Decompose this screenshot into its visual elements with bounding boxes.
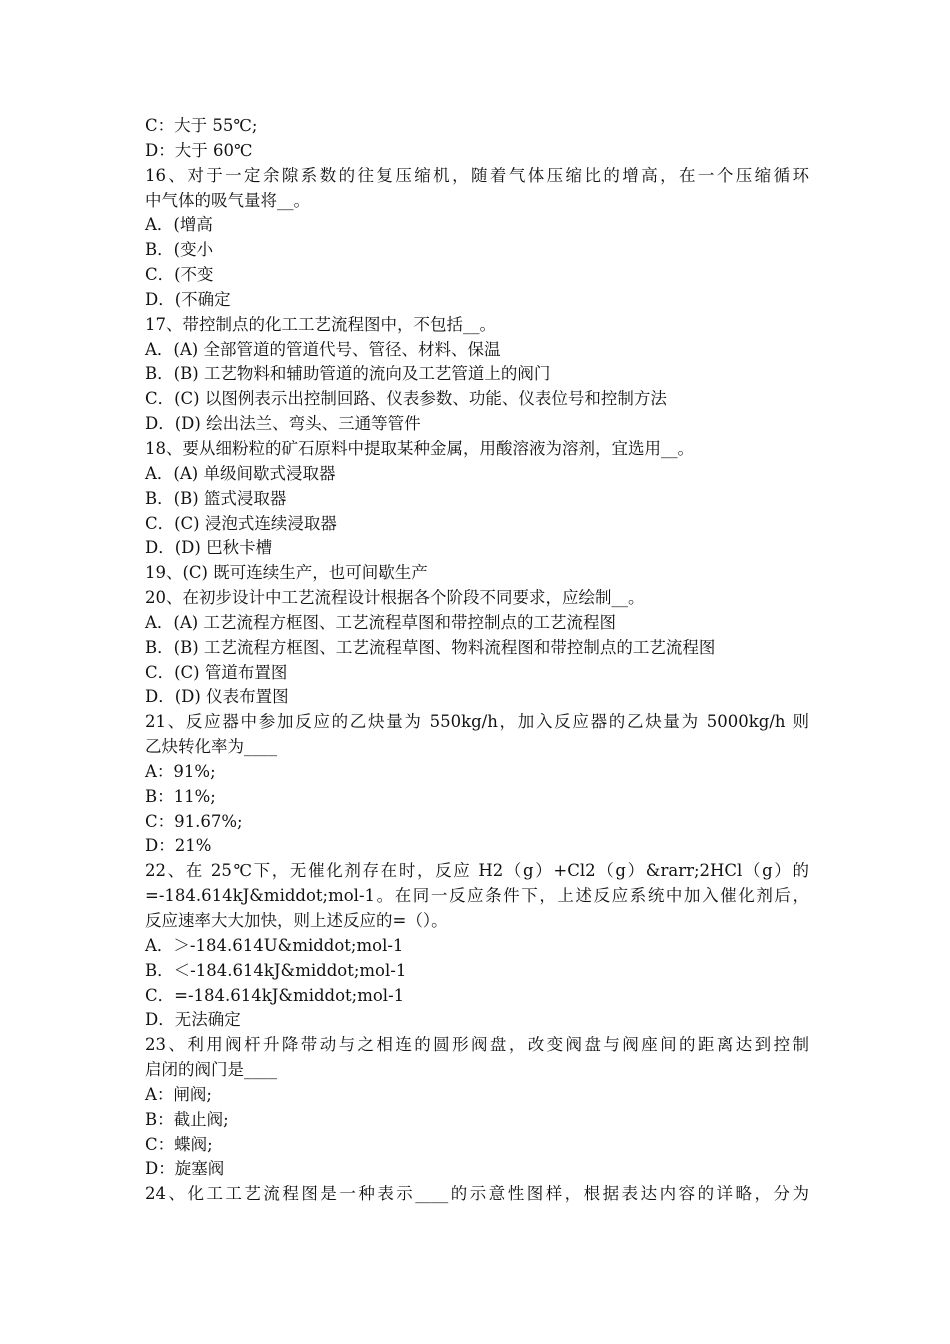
- text-line: 启闭的阀门是____: [145, 1060, 277, 1080]
- text-line: =-184.614kJ&middot;mol-1。在同一反应条件下，上述反应系统中加入催化剂后，: [145, 886, 809, 906]
- option-c: C．(C) 管道布置图: [145, 662, 288, 682]
- option-b: B．(B) 工艺物料和辅助管道的流向及工艺管道上的阀门: [145, 364, 551, 384]
- question-17: 17、带控制点的化工工艺流程图中，不包括__。: [145, 314, 496, 334]
- option-c: C．(不变: [145, 265, 214, 285]
- question-23: 23、利用阀杆升降带动与之相连的圆形阀盘，改变阀盘与阀座间的距离达到控制: [145, 1035, 809, 1055]
- option-d: D．无法确定: [145, 1010, 241, 1030]
- text-line: C：大于 55℃;: [145, 116, 258, 135]
- question-16: 16、对于一定余隙系数的往复压缩机，随着气体压缩比的增高，在一个压缩循环: [145, 165, 809, 185]
- question-22: 22、在 25℃下，无催化剂存在时，反应 H2（g）+Cl2（g）&rarr;2HCl（g）的: [145, 861, 809, 881]
- option-b: B．＜-184.614kJ&middot;mol-1: [145, 960, 407, 980]
- option-a: A：91%;: [145, 761, 216, 781]
- question-24: 24、化工工艺流程图是一种表示____的示意性图样，根据表达内容的详略，分为: [145, 1184, 809, 1204]
- text-line: 乙炔转化率为____: [145, 737, 277, 757]
- question-21: 21、反应器中参加反应的乙炔量为 550kg/h，加入反应器的乙炔量为 5000kg/h 则: [145, 712, 809, 732]
- option-d: D．(D) 仪表布置图: [145, 687, 289, 707]
- option-c: C．=-184.614kJ&middot;mol-1: [145, 985, 405, 1005]
- text-line: 中气体的吸气量将__。: [145, 190, 310, 210]
- question-20: 20、在初步设计中工艺流程设计根据各个阶段不同要求，应绘制__。: [145, 588, 645, 608]
- option-a: A．(A) 全部管道的管道代号、管径、材料、保温: [145, 339, 501, 359]
- question-18: 18、要从细粉粒的矿石原料中提取某种金属，用酸溶液为溶剂，宜选用__。: [145, 438, 694, 458]
- option-a: A．＞-184.614U&middot;mol-1: [145, 935, 404, 955]
- option-b: B．(B) 篮式浸取器: [145, 488, 287, 508]
- option-a: A：闸阀;: [145, 1084, 212, 1104]
- text-line: D：大于 60℃: [145, 140, 253, 160]
- option-d: D：旋塞阀: [145, 1159, 225, 1179]
- document-page: [145, 114, 815, 1207]
- option-b: B．(变小: [145, 240, 214, 260]
- option-d: D．(D) 绘出法兰、弯头、三通等管件: [145, 414, 421, 434]
- option-a: A．(A) 单级间歇式浸取器: [145, 463, 336, 483]
- option-c: C：91.67%;: [145, 811, 243, 831]
- option-b: B：11%;: [145, 786, 216, 806]
- option-b: B：截止阀;: [145, 1109, 229, 1129]
- text-line: 反应速率大大加快，则上述反应的=（）。: [145, 911, 448, 930]
- option-c: C．(C) 以图例表示出控制回路、仪表参数、功能、仪表位号和控制方法: [145, 389, 667, 409]
- option-c: C．(C) 浸泡式连续浸取器: [145, 513, 337, 533]
- option-b: B．(B) 工艺流程方框图、工艺流程草图、物料流程图和带控制点的工艺流程图: [145, 637, 716, 657]
- option-d: D：21%: [145, 836, 212, 856]
- option-c: C：蝶阀;: [145, 1134, 213, 1154]
- option-d: D．(不确定: [145, 289, 231, 309]
- question-19: 19、(C) 既可连续生产，也可间歇生产: [145, 563, 428, 583]
- option-a: A．(增高: [145, 215, 213, 235]
- option-a: A．(A) 工艺流程方框图、工艺流程草图和带控制点的工艺流程图: [145, 612, 616, 632]
- option-d: D．(D) 巴秋卡槽: [145, 538, 273, 558]
